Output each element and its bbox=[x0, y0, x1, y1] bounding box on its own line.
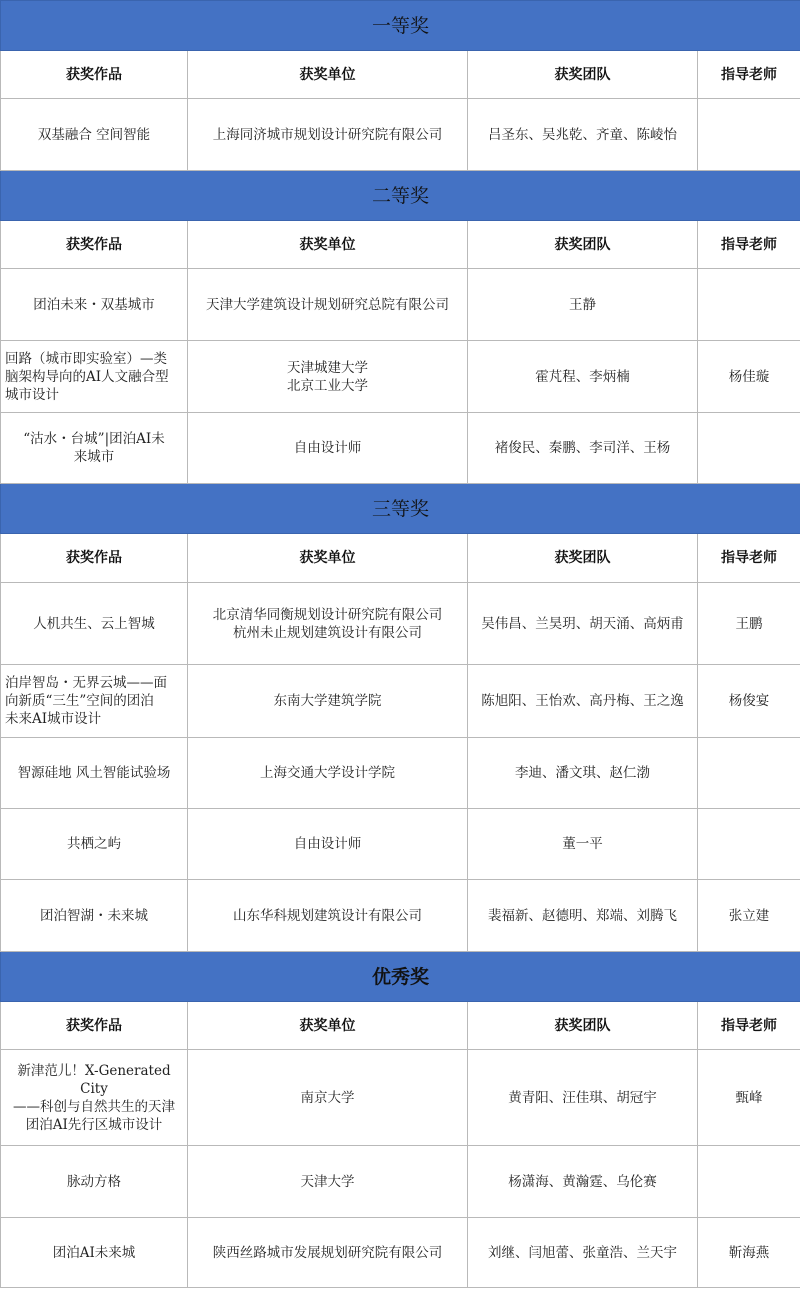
header-unit: 获奖单位 bbox=[188, 51, 468, 99]
header-unit: 获奖单位 bbox=[188, 1002, 468, 1050]
unit-cell: 南京大学 bbox=[188, 1050, 468, 1146]
unit-cell: 天津大学 bbox=[188, 1146, 468, 1218]
advisor-cell: 杨佳璇 bbox=[698, 341, 800, 413]
advisor-cell bbox=[698, 1146, 800, 1218]
section-band-first-prize bbox=[1, 1, 800, 51]
work-cell: 团泊智湖・未来城 bbox=[1, 880, 188, 952]
section-title: 一等奖 bbox=[1, 1, 800, 51]
unit-cell: 东南大学建筑学院 bbox=[188, 665, 468, 738]
advisor-cell bbox=[698, 413, 800, 484]
team-cell: 吕圣东、吴兆乾、齐童、陈崚怡 bbox=[468, 99, 698, 171]
table-row bbox=[1, 269, 800, 341]
work-cell: 智源硅地 风土智能试验场 bbox=[1, 738, 188, 809]
section-title: 二等奖 bbox=[1, 171, 800, 221]
section-title: 三等奖 bbox=[1, 484, 800, 534]
header-row bbox=[1, 51, 800, 99]
team-cell: 董一平 bbox=[468, 809, 698, 880]
table-row bbox=[1, 341, 800, 413]
header-row bbox=[1, 1002, 800, 1050]
team-cell: 刘继、闫旭蕾、张童浩、兰天宇 bbox=[468, 1218, 698, 1288]
unit-cell: 山东华科规划建筑设计有限公司 bbox=[188, 880, 468, 952]
work-cell: “沽水・台城”|团泊AI未 来城市 bbox=[1, 413, 188, 484]
team-cell: 褚俊民、秦鹏、李司洋、王杨 bbox=[468, 413, 698, 484]
table-row bbox=[1, 880, 800, 952]
table-row bbox=[1, 583, 800, 665]
work-cell: 回路（城市即实验室）—类 脑架构导向的AI人文融合型 城市设计 bbox=[1, 341, 188, 413]
unit-cell: 上海同济城市规划设计研究院有限公司 bbox=[188, 99, 468, 171]
advisor-cell: 杨俊宴 bbox=[698, 665, 800, 738]
work-cell: 双基融合 空间智能 bbox=[1, 99, 188, 171]
work-cell: 人机共生、云上智城 bbox=[1, 583, 188, 665]
advisor-cell: 王鹏 bbox=[698, 583, 800, 665]
section-band-third-prize bbox=[1, 484, 800, 534]
unit-cell: 天津城建大学 北京工业大学 bbox=[188, 341, 468, 413]
advisor-cell bbox=[698, 269, 800, 341]
header-work: 获奖作品 bbox=[1, 534, 188, 583]
work-cell: 脉动方格 bbox=[1, 1146, 188, 1218]
team-cell: 陈旭阳、王怡欢、高丹梅、王之逸 bbox=[468, 665, 698, 738]
work-cell: 团泊未来・双基城市 bbox=[1, 269, 188, 341]
team-cell: 裴福新、赵德明、郑端、刘腾飞 bbox=[468, 880, 698, 952]
header-team: 获奖团队 bbox=[468, 221, 698, 269]
team-cell: 黄青阳、汪佳琪、胡冠宇 bbox=[468, 1050, 698, 1146]
header-team: 获奖团队 bbox=[468, 1002, 698, 1050]
unit-cell: 上海交通大学设计学院 bbox=[188, 738, 468, 809]
team-cell: 霍芃程、李炳楠 bbox=[468, 341, 698, 413]
header-unit: 获奖单位 bbox=[188, 534, 468, 583]
header-row bbox=[1, 534, 800, 583]
unit-cell: 自由设计师 bbox=[188, 809, 468, 880]
work-cell: 团泊AI未来城 bbox=[1, 1218, 188, 1288]
header-team: 获奖团队 bbox=[468, 51, 698, 99]
header-row bbox=[1, 221, 800, 269]
work-cell: 新津范儿！X-Generated City ——科创与自然共生的天津 团泊AI先行区城市设计 bbox=[1, 1050, 188, 1146]
advisor-cell: 靳海燕 bbox=[698, 1218, 800, 1288]
team-cell: 李迪、潘文琪、赵仁渤 bbox=[468, 738, 698, 809]
table-row bbox=[1, 665, 800, 738]
header-advisor: 指导老师 bbox=[698, 534, 800, 583]
table-row bbox=[1, 413, 800, 484]
advisor-cell bbox=[698, 809, 800, 880]
unit-cell: 陕西丝路城市发展规划研究院有限公司 bbox=[188, 1218, 468, 1288]
team-cell: 杨潇海、黄瀚霆、乌伦赛 bbox=[468, 1146, 698, 1218]
header-team: 获奖团队 bbox=[468, 534, 698, 583]
table-row bbox=[1, 809, 800, 880]
header-work: 获奖作品 bbox=[1, 51, 188, 99]
header-advisor: 指导老师 bbox=[698, 1002, 800, 1050]
header-work: 获奖作品 bbox=[1, 221, 188, 269]
section-title: 优秀奖 bbox=[1, 952, 800, 1002]
table-row bbox=[1, 1146, 800, 1218]
unit-cell: 天津大学建筑设计规划研究总院有限公司 bbox=[188, 269, 468, 341]
advisor-cell: 张立建 bbox=[698, 880, 800, 952]
advisor-cell bbox=[698, 99, 800, 171]
header-advisor: 指导老师 bbox=[698, 221, 800, 269]
table-row bbox=[1, 1218, 800, 1288]
work-cell: 泊岸智岛・无界云城——面 向新质“三生”空间的团泊 未来AI城市设计 bbox=[1, 665, 188, 738]
team-cell: 吴伟昌、兰昊玥、胡天涌、高炳甫 bbox=[468, 583, 698, 665]
section-band-excellence-prize bbox=[1, 952, 800, 1002]
header-advisor: 指导老师 bbox=[698, 51, 800, 99]
advisor-cell bbox=[698, 738, 800, 809]
advisor-cell: 甄峰 bbox=[698, 1050, 800, 1146]
table-row bbox=[1, 738, 800, 809]
team-cell: 王静 bbox=[468, 269, 698, 341]
header-work: 获奖作品 bbox=[1, 1002, 188, 1050]
unit-cell: 北京清华同衡规划设计研究院有限公司 杭州未止规划建筑设计有限公司 bbox=[188, 583, 468, 665]
table-row bbox=[1, 99, 800, 171]
work-cell: 共栖之屿 bbox=[1, 809, 188, 880]
table-row bbox=[1, 1050, 800, 1146]
header-unit: 获奖单位 bbox=[188, 221, 468, 269]
section-band-second-prize bbox=[1, 171, 800, 221]
unit-cell: 自由设计师 bbox=[188, 413, 468, 484]
